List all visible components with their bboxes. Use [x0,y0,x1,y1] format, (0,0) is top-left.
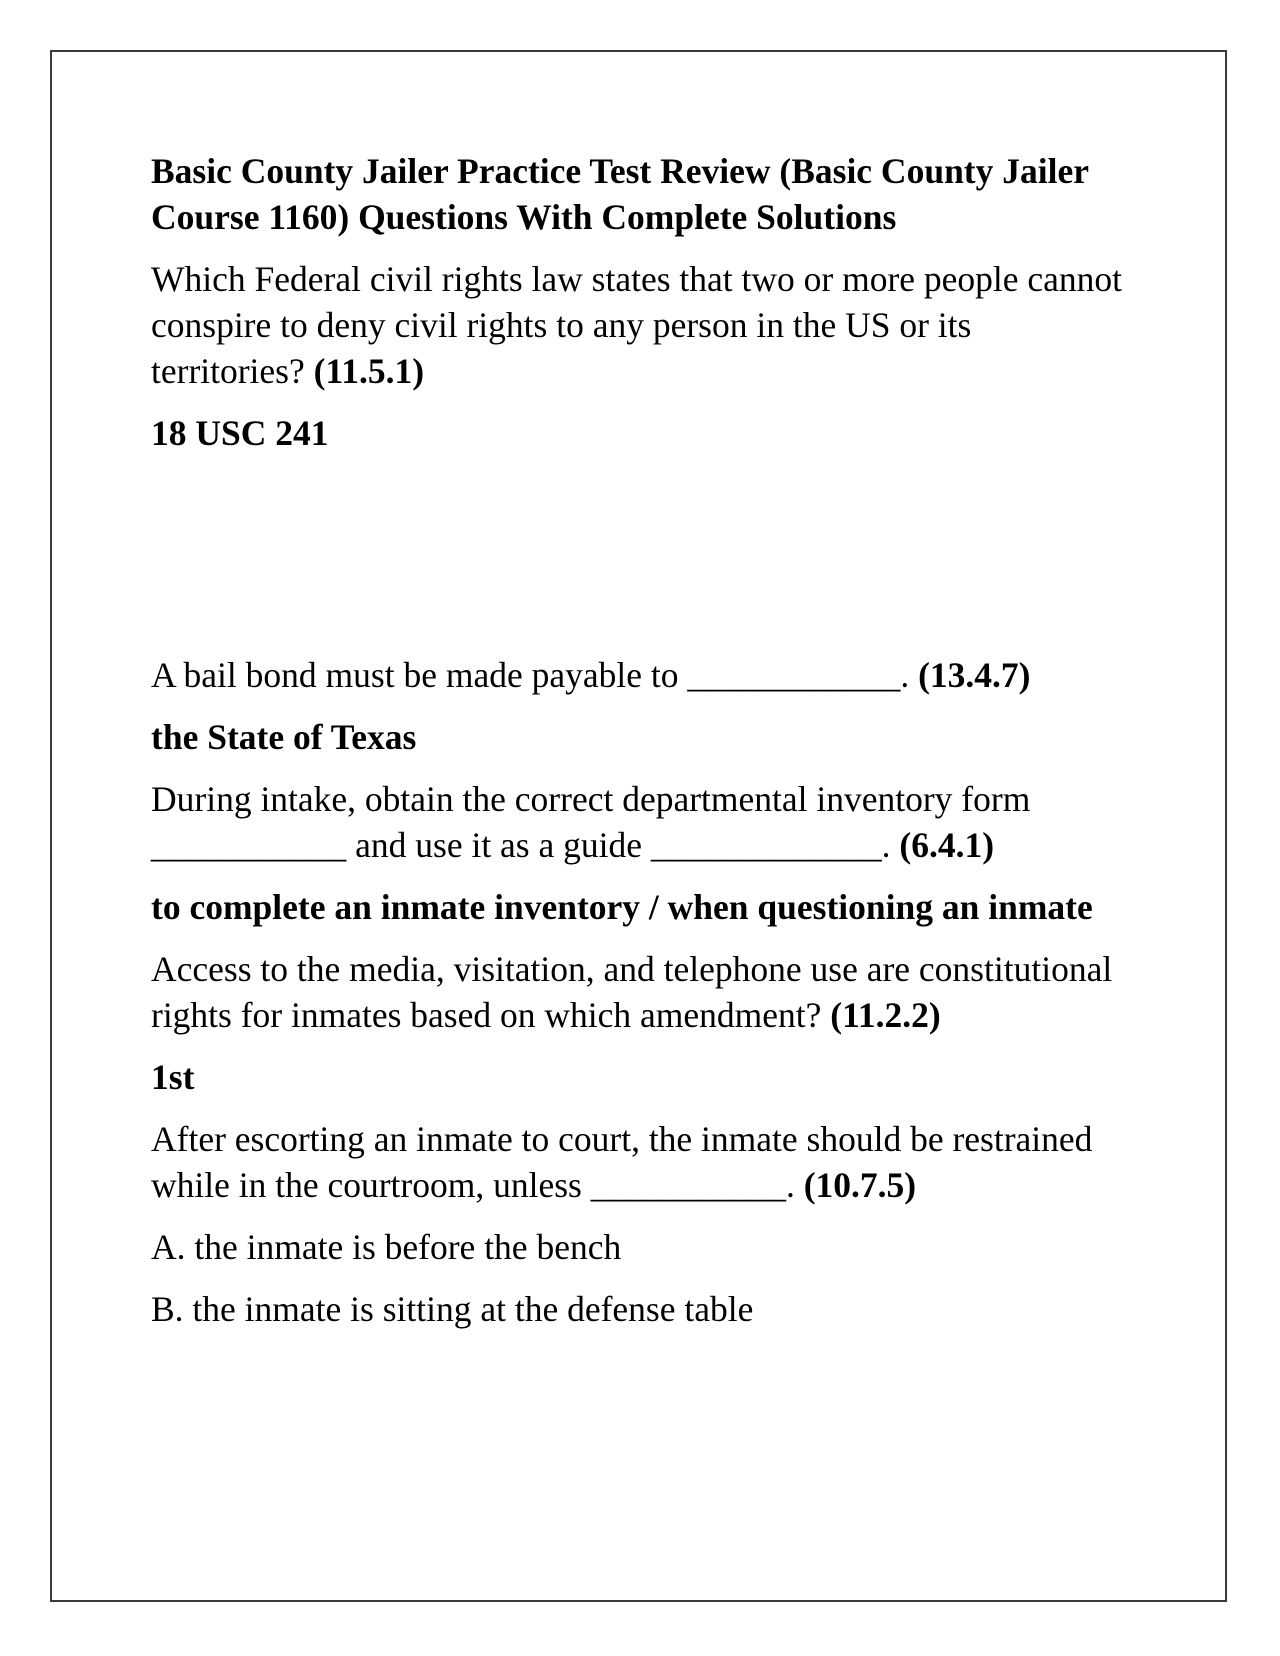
answer-4: 1st [151,1057,195,1097]
answer-3: to complete an inmate inventory / when questioning an inmate [151,887,1093,927]
section-reference: (13.4.7) [918,655,1031,695]
section-reference: (11.2.2) [830,995,941,1035]
question-text: After escorting an inmate to court, the inmate should be restrained while in the courtroom, unless ___________. [151,1119,1093,1205]
question-text: Access to the media, visitation, and telephone use are constitutional rights for inmates based on which amendment? [151,949,1113,1035]
question-4 [151,946,1131,1038]
option-a: A. the inmate is before the bench [151,1227,622,1267]
document-content [151,148,1131,1348]
blank-space [151,472,1131,652]
question-text: During intake, obtain the correct departmental inventory form ___________ and use it as a guide _____________. [151,779,1031,865]
question-3 [151,776,1131,868]
answer-1: 18 USC 241 [151,413,329,453]
section-reference: (11.5.1) [313,351,425,391]
option-b: B. the inmate is sitting at the defense table [151,1289,754,1329]
answer-2: the State of Texas [151,717,417,757]
section-reference: (6.4.1) [899,825,995,865]
section-reference: (10.7.5) [803,1165,917,1205]
question-1 [151,256,1131,394]
question-2 [151,652,1131,698]
question-text: Which Federal civil rights law states that two or more people cannot conspire to deny civil rights to any person in the US or its territories? [151,259,1123,391]
question-text: A bail bond must be made payable to ____________. [151,655,910,695]
question-5 [151,1116,1131,1208]
document-title: Basic County Jailer Practice Test Review (Basic County Jailer Course 1160) Questions With Complete Solutions [151,151,1089,237]
